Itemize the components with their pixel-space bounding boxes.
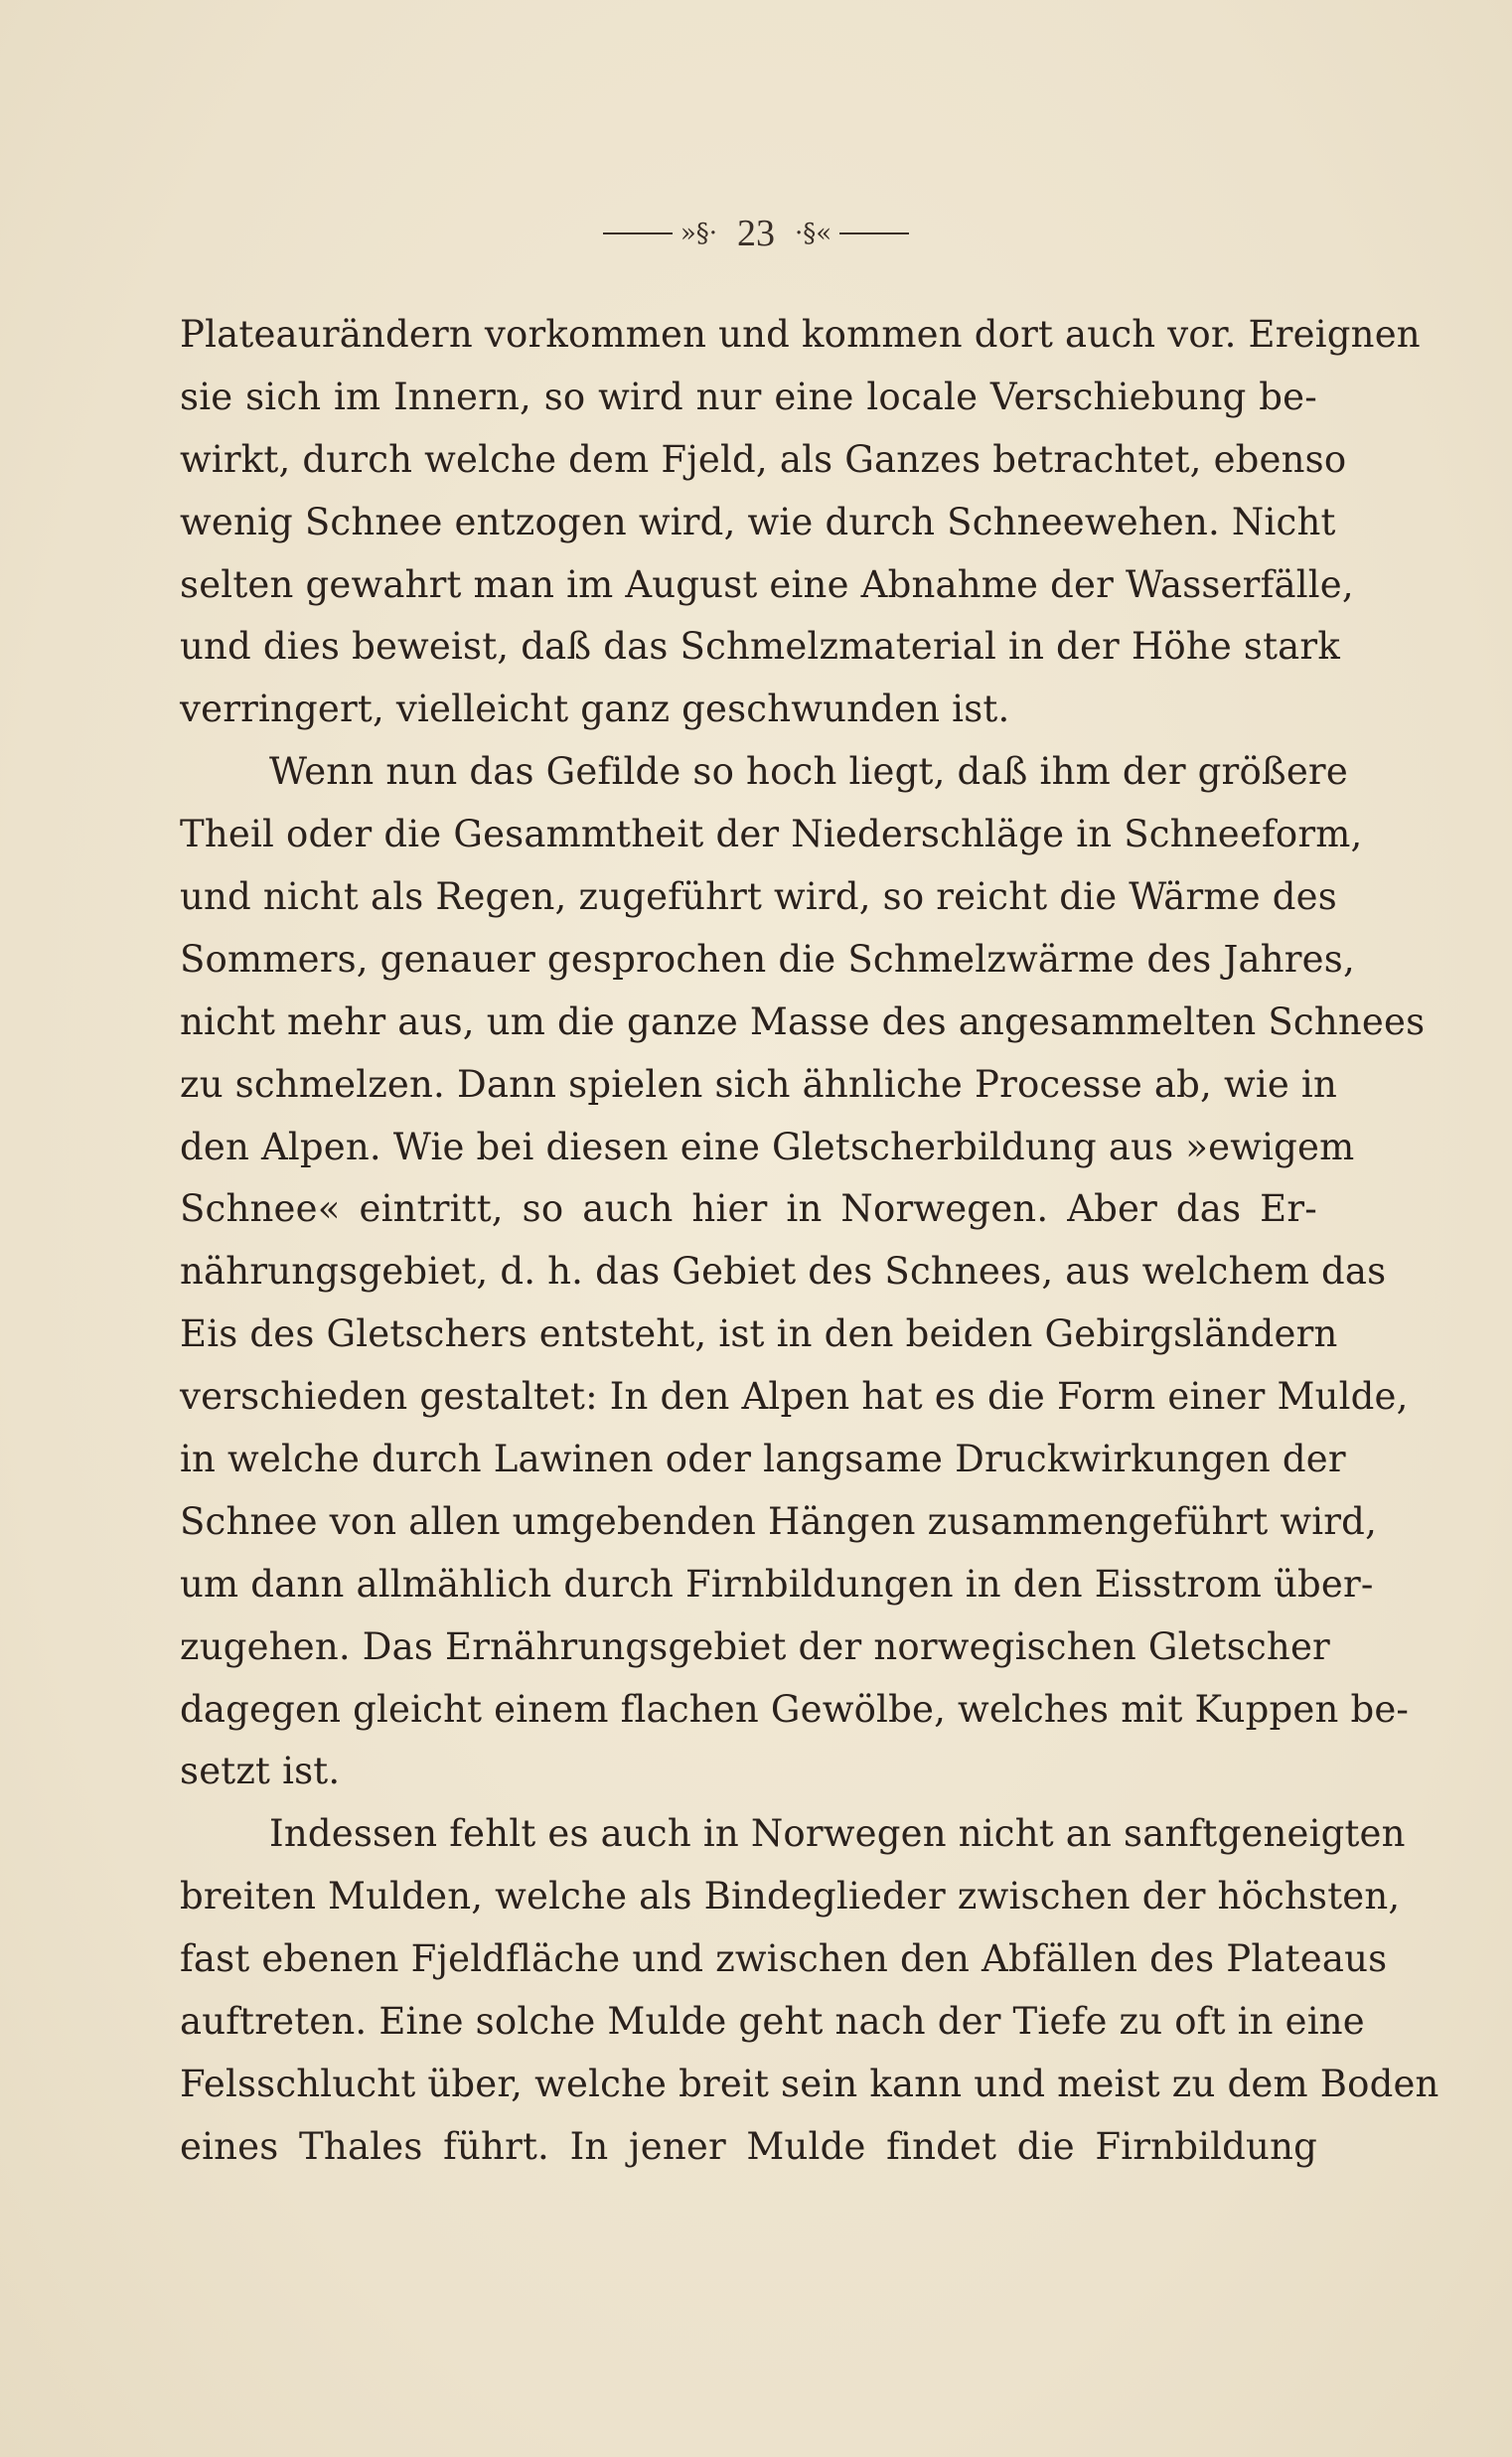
text-line: Plateaurändern vorkommen und kommen dort auch vor. Ereignen [180,313,1421,356]
text-line: in welche durch Lawinen oder langsame Druckwirkungen der [180,1438,1346,1481]
text-line: Felsschlucht über, welche breit sein kann und meist zu dem Boden [180,2062,1439,2105]
text-line: zu schmelzen. Dann spielen sich ähnliche Processe ab, wie in [180,1062,1337,1106]
text-line: selten gewahrt man im August eine Abnahme der Wasserfälle, [180,562,1354,606]
text-line: Schnee« eintritt, so auch hier in Norwegen. Aber das Er- [180,1187,1317,1231]
page-number: 23 [737,212,775,254]
header-ornament-left: »§· [680,218,717,248]
text-line: Indessen fehlt es auch in Norwegen nicht an sanftgeneigten [269,1812,1406,1856]
text-line: fast ebenen Fjeldfläche und zwischen den Abfällen des Plateaus [180,1937,1388,1981]
text-line: dagegen gleicht einem flachen Gewölbe, welches mit Kuppen be- [180,1687,1410,1731]
page-header [0,205,1512,258]
text-line: Schnee von allen umgebenden Hängen zusammengeführt wird, [180,1499,1378,1543]
header-rule-left [603,232,673,234]
text-line: wenig Schnee entzogen wird, wie durch Schneewehen. Nicht [180,500,1336,543]
text-line: Wenn nun das Gefilde so hoch liegt, daß ihm der größere [269,750,1348,794]
text-line: verringert, vielleicht ganz geschwunden ist. [180,688,1010,731]
text-line: um dann allmählich durch Firnbildungen in den Eisstrom über- [180,1562,1374,1606]
text-line: sie sich im Innern, so wird nur eine locale Verschiebung be- [180,375,1317,418]
text-line: auftreten. Eine solche Mulde geht nach der Tiefe zu oft in eine [180,2000,1365,2044]
text-line: und nicht als Regen, zugeführt wird, so reicht die Wärme des [180,875,1337,919]
text-line: nährungsgebiet, d. h. das Gebiet des Schnees, aus welchem das [180,1250,1387,1294]
text-line: Theil oder die Gesammtheit der Niederschläge in Schneeform, [180,813,1363,856]
header-rule-right [839,232,909,234]
text-line: zugehen. Das Ernährungsgebiet der norwegischen Gletscher [180,1624,1330,1668]
header-ornament-right: ·§« [795,218,832,248]
text-line: breiten Mulden, welche als Bindeglieder zwischen der höchsten, [180,1875,1401,1919]
text-line: wirkt, durch welche dem Fjeld, als Ganzes betrachtet, ebenso [180,437,1347,481]
text-line: nicht mehr aus, um die ganze Masse des angesammelten Schnees [180,999,1426,1043]
text-line: Eis des Gletschers entsteht, ist in den beiden Gebirgsländern [180,1312,1338,1356]
text-line: und dies beweist, daß das Schmelzmaterial in der Höhe stark [180,625,1340,669]
text-line: Sommers, genauer gesprochen die Schmelzwärme des Jahres, [180,937,1355,981]
text-line: verschieden gestaltet: In den Alpen hat es die Form einer Mulde, [180,1375,1409,1419]
text-line: den Alpen. Wie bei diesen eine Gletscherbildung aus »ewigem [180,1125,1355,1168]
text-line: eines Thales führt. In jener Mulde findet die Firnbildung [180,2124,1317,2168]
body-text [180,304,1439,2179]
text-line: setzt ist. [180,1750,341,1793]
